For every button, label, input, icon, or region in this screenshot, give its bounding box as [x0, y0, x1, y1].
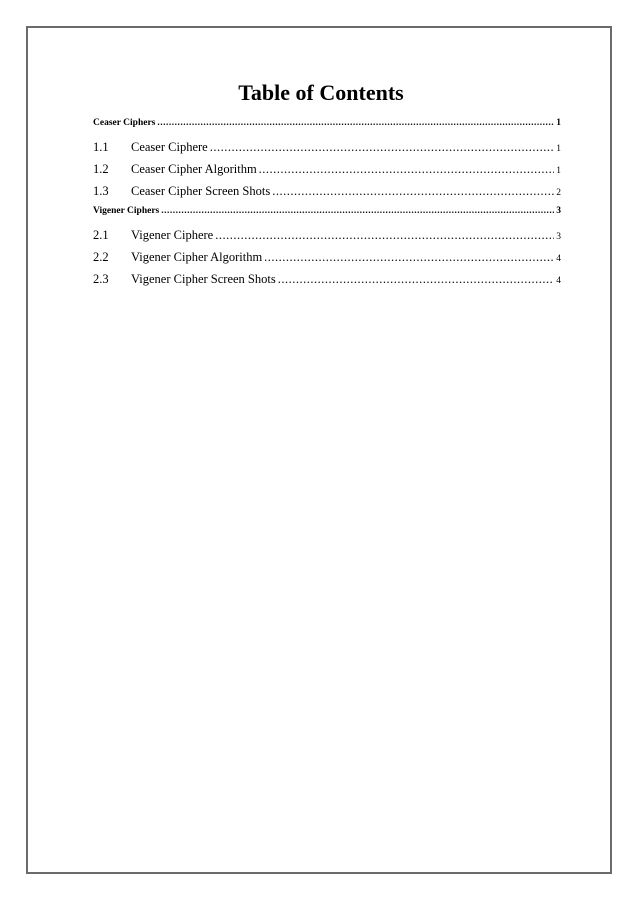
toc-entry-1-2[interactable]: [93, 162, 561, 184]
dot-leader: [210, 140, 555, 155]
dot-leader: [278, 272, 555, 287]
toc-entry-number: 1.2: [93, 162, 109, 176]
toc-entry-page: 2: [556, 188, 561, 198]
toc-entry-label: Ceaser Cipher Algorithm: [131, 162, 257, 176]
toc-entry-2-3[interactable]: [93, 272, 561, 294]
toc-entry-label: Ceaser Ciphere: [131, 140, 208, 154]
dot-leader: [157, 118, 554, 128]
page-title: Table of Contents: [238, 80, 404, 105]
toc-list: [93, 118, 561, 294]
toc-entry-number: 2.1: [93, 228, 109, 242]
toc-entry-number: 2.2: [93, 250, 109, 264]
toc-entry-label: Vigener Cipher Algorithm: [131, 250, 263, 264]
dot-leader: [161, 206, 554, 216]
toc-entry-label: Vigener Ciphers: [93, 206, 160, 216]
dot-leader: [215, 228, 554, 243]
toc-entry-label: Ceaser Cipher Screen Shots: [131, 184, 271, 198]
toc-entry-1-3[interactable]: [93, 184, 561, 206]
toc-entry-label: Ceaser Ciphers: [93, 118, 156, 128]
toc-entry-vigener-ciphers[interactable]: [93, 206, 561, 228]
document-page: [26, 26, 612, 874]
dot-leader: [264, 250, 554, 265]
toc-entry-ceaser-ciphers[interactable]: [93, 118, 561, 140]
toc-entry-page: 4: [556, 276, 561, 286]
toc-entry-2-1[interactable]: [93, 228, 561, 250]
toc-entry-2-2[interactable]: [93, 250, 561, 272]
toc-entry-label: Vigener Cipher Screen Shots: [131, 272, 276, 286]
toc-entry-number: 1.1: [93, 140, 109, 154]
toc-entry-page: 4: [556, 254, 561, 264]
toc-entry-label: Vigener Ciphere: [131, 228, 214, 242]
dot-leader: [259, 162, 555, 177]
toc-entry-page: 3: [556, 206, 561, 216]
toc-entry-page: 3: [556, 232, 561, 242]
toc-entry-page: 1: [556, 118, 561, 128]
toc-entry-page: 1: [556, 166, 561, 176]
dot-leader: [272, 184, 554, 199]
toc-entry-number: 1.3: [93, 184, 109, 198]
toc-entry-1-1[interactable]: [93, 140, 561, 162]
toc-entry-page: 1: [556, 144, 561, 154]
toc-entry-number: 2.3: [93, 272, 109, 286]
